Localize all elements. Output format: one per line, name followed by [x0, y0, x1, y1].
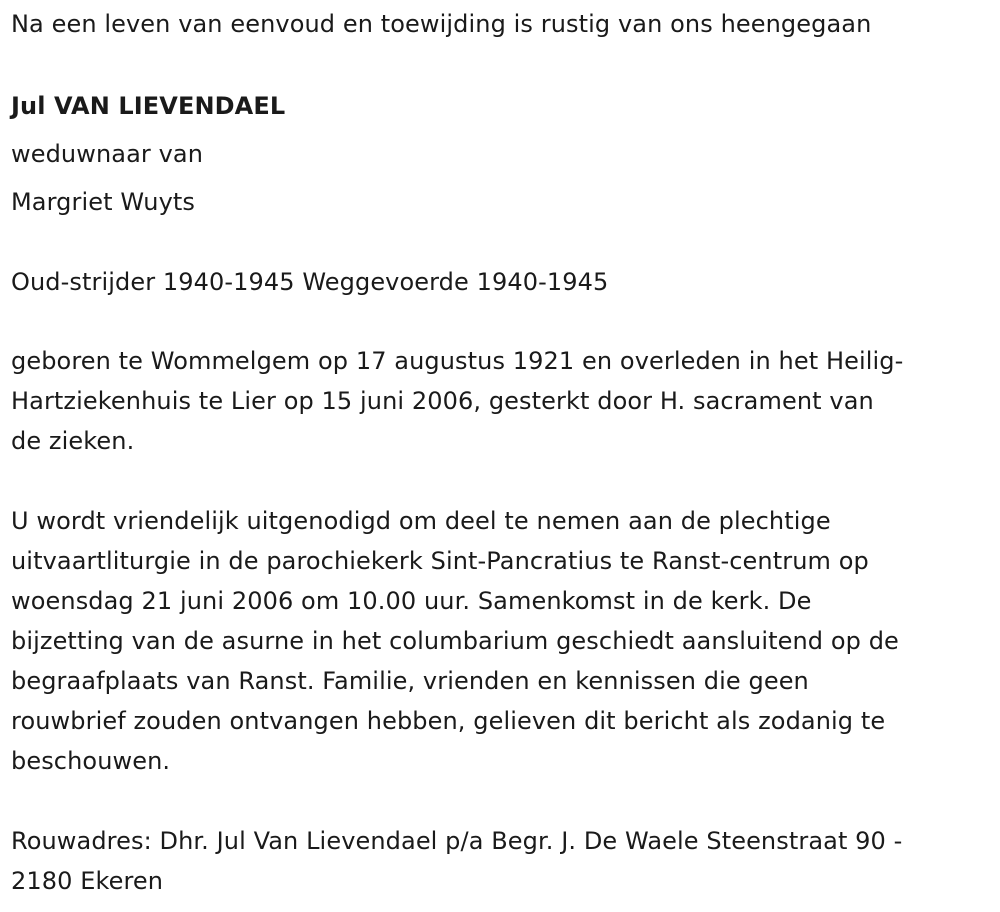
paragraph-line: uitvaartliturgie in de parochiekerk Sint-Pancratius te Ranst-centrum op: [11, 547, 869, 575]
relation-text: weduwnaar van: [11, 140, 204, 168]
paragraph-line: Hartziekenhuis te Lier op 15 juni 2006, gesterkt door H. sacrament van: [11, 387, 874, 415]
paragraph-line: de zieken.: [11, 427, 135, 455]
intro-text: Na een leven van eenvoud en toewijding is rustig van ons heengegaan: [11, 10, 872, 38]
paragraph-line: beschouwen.: [11, 747, 171, 775]
address-line: Rouwadres: Dhr. Jul Van Lievendael p/a Begr. J. De Waele Steenstraat 90 -: [11, 827, 903, 855]
paragraph-line: U wordt vriendelijk uitgenodigd om deel te nemen aan de plechtige: [11, 507, 831, 535]
deceased-name: Jul VAN LIEVENDAEL: [11, 92, 286, 120]
titles-text: Oud-strijder 1940-1945 Weggevoerde 1940-1945: [11, 268, 609, 296]
address-line: 2180 Ekeren: [11, 867, 164, 895]
paragraph-line: geboren te Wommelgem op 17 augustus 1921 en overleden in het Heilig-: [11, 347, 904, 375]
paragraph-line: woensdag 21 juni 2006 om 10.00 uur. Samenkomst in de kerk. De: [11, 587, 812, 615]
paragraph-line: begraafplaats van Ranst. Familie, vrienden en kennissen die geen: [11, 667, 809, 695]
spouse-name: Margriet Wuyts: [11, 188, 196, 216]
paragraph-line: bijzetting van de asurne in het columbarium geschiedt aansluitend op de: [11, 627, 899, 655]
paragraph-line: rouwbrief zouden ontvangen hebben, gelieven dit bericht als zodanig te: [11, 707, 886, 735]
